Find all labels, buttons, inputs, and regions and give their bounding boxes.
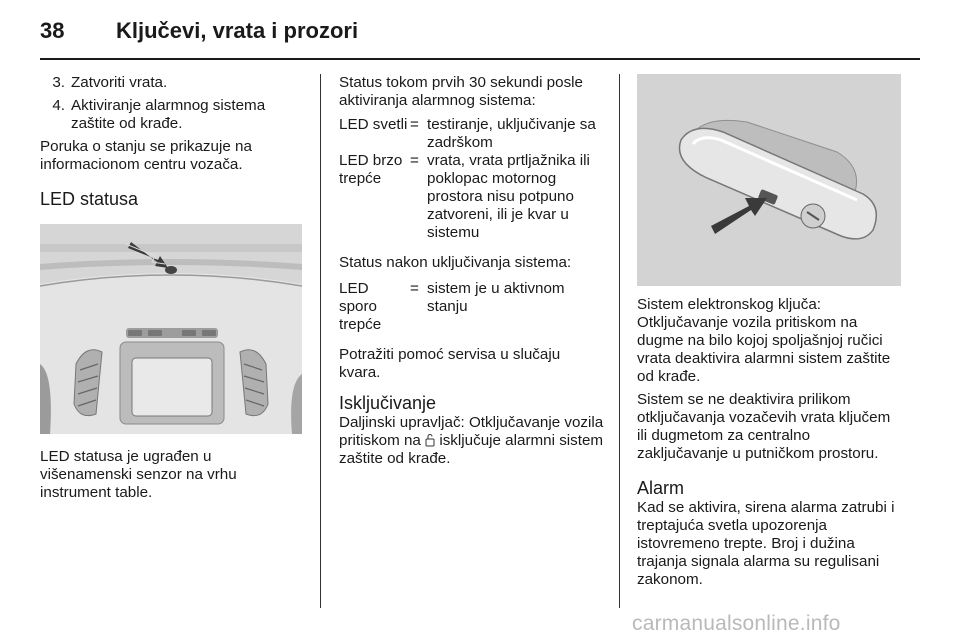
dashboard-figure [40, 224, 302, 434]
remote-text-before: Daljinski upravljač: Otključavanje vozila pritiskom na [339, 414, 604, 449]
status-key: LED sporo trepće [339, 280, 382, 333]
step-item [40, 97, 306, 133]
status-row [339, 116, 605, 152]
column-2 [339, 74, 605, 468]
status-after-heading: Status nakon uključivanja sistema: [339, 254, 572, 271]
status-first30-heading: Status tokom prvih 30 sekundi posle aktiviranja alarmnog sistema: [339, 74, 583, 109]
status-key: LED svetli [339, 116, 408, 133]
step-text: Aktiviranje alarmnog sistema zaštite od krađe. [71, 97, 266, 132]
status-row [339, 280, 605, 334]
unlock-padlock-icon [425, 433, 435, 447]
status-table-1 [339, 116, 605, 242]
no-deactivate-paragraph: Sistem se ne deaktivira prilikom otključavanja vozačevih vrata ključem ili dugmetom za centralno zaključavanje u putničkom prostoru. [637, 391, 891, 462]
alarm-paragraph: Kad se aktivira, sirena alarma zatrubi i treptajuća svetla upozorenja istovremeno trepte. Broj i dužina trajanja signala alarma su regulisani zakonom. [637, 499, 895, 588]
led-heading: LED statusa [40, 189, 139, 209]
status-value: testiranje, uključivanje sa zadrškom [427, 116, 596, 151]
electronic-key-paragraph: Sistem elektronskog ključa: Otključavanje vozila pritiskom na dugme na bilo kojoj spoljašnjoj ručici vrata deaktivira alarmni sistem zaštite od krađe. [637, 296, 891, 385]
status-table-2 [339, 280, 605, 334]
status-equals: = [410, 152, 419, 169]
watermark: carmanualsonline.info [632, 612, 841, 635]
page-number: 38 [40, 18, 65, 43]
alarm-heading: Alarm [637, 478, 685, 498]
header-rule [40, 58, 920, 60]
column-divider-1 [320, 74, 321, 608]
step-number: 3. [52, 74, 65, 91]
step-number: 4. [52, 97, 65, 114]
status-equals: = [410, 116, 419, 133]
status-equals: = [410, 280, 419, 297]
column-3 [637, 74, 901, 589]
column-divider-2 [619, 74, 620, 608]
status-row [339, 152, 605, 242]
service-note: Potražiti pomoć servisa u slučaju kvara. [339, 346, 561, 381]
chapter-title: Ključevi, vrata i prozori [116, 18, 359, 43]
step-item [40, 74, 306, 92]
figure-caption: LED statusa je ugrađen u višenamenski senzor na vrhu instrument table. [40, 448, 237, 501]
deactivate-heading: Isključivanje [339, 393, 437, 413]
status-value: vrata, vrata prtljažnika ili poklopac motornog prostora nisu potpuno zatvoreni, ili je kvar u sistemu [427, 152, 590, 241]
page-header [40, 18, 920, 58]
remote-paragraph [339, 414, 605, 468]
step-text: Zatvoriti vrata. [71, 74, 168, 91]
remote-text-after: isključuje alarmni sistem zaštite od krađe. [339, 432, 604, 467]
intro-paragraph: Poruka o stanju se prikazuje na informacionom centru vozača. [40, 138, 252, 173]
door-handle-illustration [637, 74, 901, 286]
door-handle-figure [637, 74, 901, 286]
column-1 [40, 74, 306, 502]
status-value: sistem je u aktivnom stanju [427, 280, 565, 315]
dashboard-illustration [40, 224, 302, 434]
status-key: LED brzo trepće [339, 152, 403, 187]
